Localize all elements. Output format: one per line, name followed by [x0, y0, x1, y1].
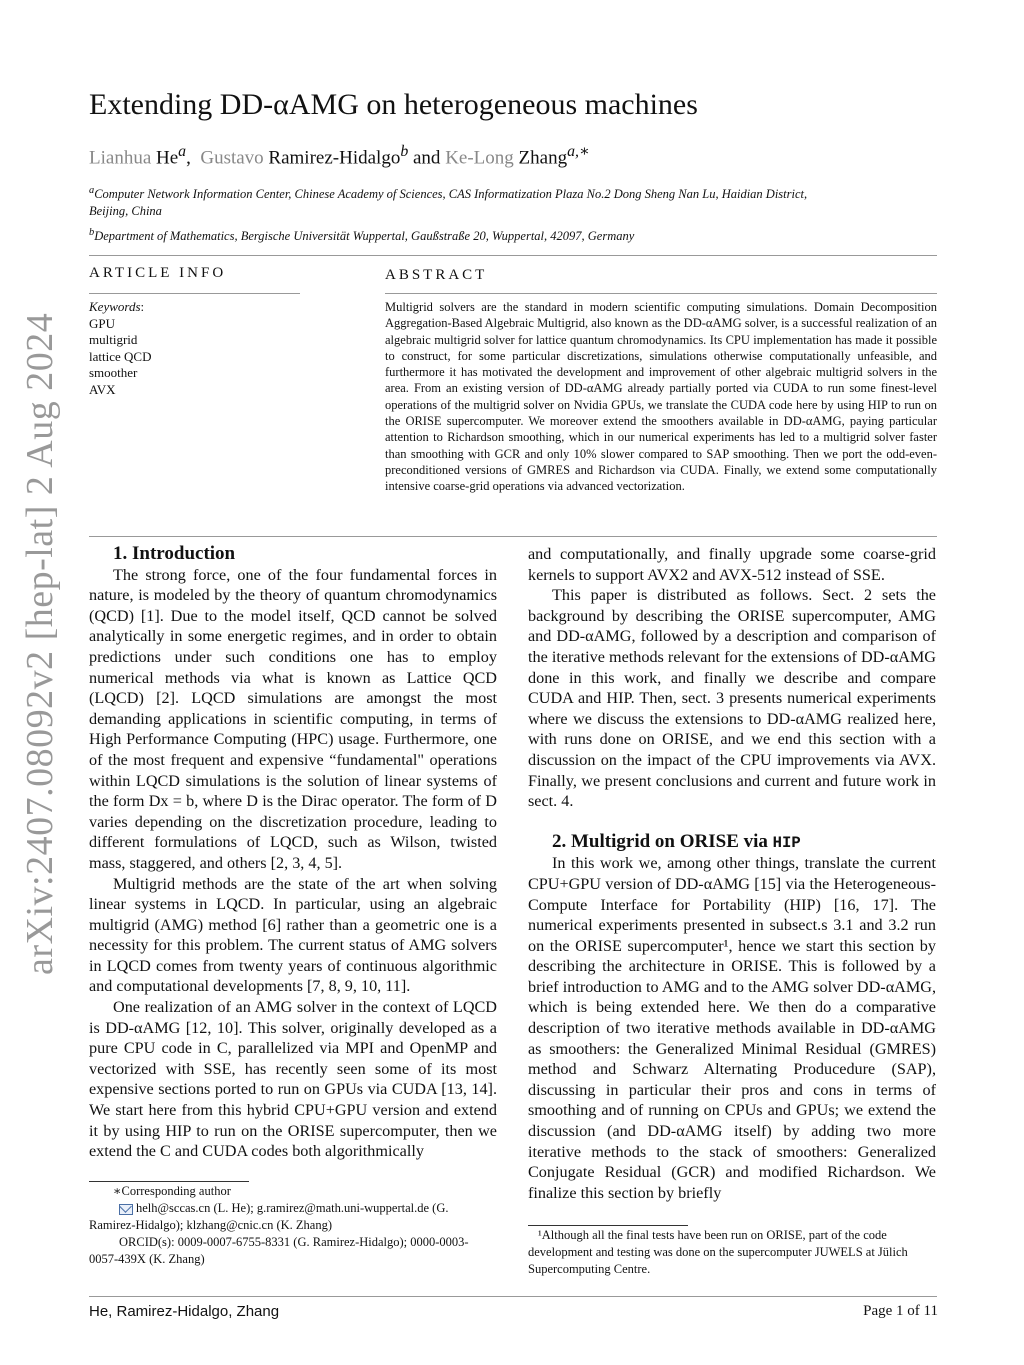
paragraph: The strong force, one of the four fundamental forces in nature, is modeled by the theory of quantum chromodynamics (QCD) [1]. Due to the model itself, QCD cannot be solved analytically in some energetic regimes, and in order to obtain predictions under such conditions one has to employ numerical methods via what is known as Lattice QCD (LQCD) [2]. LQCD simulations are amongst the most demanding applications in scientific computing, in terms of High Performance Computing (HPC) usage. Furthermore, one of the most frequent and expensive “fundamental" operations within LQCD simulations is the solution of linear systems of the form Dx = b, where D is the Dirac operator. The form of D varies depending on the discretization procedure, leading to different formulations of LQCD, such as Wilson, twisted mass, staggered, and others [2, 3, 4, 5]. [89, 565, 497, 872]
divider [385, 293, 937, 294]
affiliation: $^a$Computer Network Information Center, Chinese Academy of Sciences, CAS Informatization Plaza No.2 Dong Sheng Nan Lu, Haidian District, Beijing, China [89, 185, 808, 219]
author-affil-mark: a,∗ [567, 143, 590, 160]
envelope-icon [119, 1204, 133, 1215]
author-last-name: Zhang [518, 147, 568, 169]
author-last-name: Ramirez-Hidalgo [268, 147, 401, 169]
keyword: GPU [89, 315, 116, 331]
paragraph: This paper is distributed as follows. Sect. 2 sets the background by describing the ORISE supercomputer, AMG and DD-αAMG, followed by a description and comparison of the iterative methods relevant for the extensions of DD-αAMG done in this work, and finally we describe and compare CUDA and HIP. Then, sect. 3 presents numerical experiments where we discuss the extensions to DD-αAMG realized here, with runs done on ORISE, and we end this section with a discussion on the impact of the CPU improvements via AVX. Finally, we present conclusions and current and future work in sect. 4. [528, 586, 936, 811]
author-affil-mark: a [178, 143, 187, 160]
author-first-name: Gustavo [200, 147, 264, 169]
page-number: Page 1 of 11 [863, 1303, 938, 1319]
paragraph: In this work we, among other things, translate the current CPU+GPU version of DD-αAMG [15] via the Heterogeneous-Compute Interface for Portability (HIP) [16, 17]. The numerical experiments presented in subsect.s 3.1 and 3.2 run on the ORISE supercomputer¹, hence we start this section by describing the architecture in ORISE. This is followed by a brief introduction to AMG and to the AMG solver DD-αAMG, which is being extended here. We then do a comparative description of two iterative methods available in DD-αAMG as smoothers: the Generalized Minimal Residual (GMRES) method and Schwarz Alternating Producedure (SAP), discussing in particular their pros and cons in terms of smoothing and of running on CPUs and GPUs; we extend the discussion (and DD-αAMG itself) by adding two more iterative methods to the stack of smoothers: Generalized Conjugate Residual (GCR) and modified Richardson. We finalize this section by briefly [528, 854, 936, 1202]
divider [89, 293, 300, 294]
footnotes-left [89, 1183, 489, 1268]
section-heading: 2. Multigrid on ORISE via HIP [552, 830, 801, 852]
divider [89, 255, 937, 256]
email-list[interactable]: helh@sccas.cn (L. He); g.ramirez@math.uni-wuppertal.de (G. Ramirez-Hidalgo); klzhang@cnic.cn (K. Zhang) [89, 1201, 449, 1232]
keyword: smoother [89, 365, 138, 380]
paragraph: Multigrid methods are the state of the art when solving linear systems in LQCD. In particular, using an algebraic multigrid (AMG) method [6] rather than a geometric one is a necessity for this problem. The current status of AMG solvers in LQCD comes from twenty years of continuous algorithmic and computational developments [7, 8, 9, 10, 11]. [89, 874, 497, 996]
affiliation: $^b$Department of Mathematics, Bergische Universität Wuppertal, Gaußstraße 20, Wuppertal, 42097, Germany [89, 227, 635, 244]
footnote-rule [528, 1225, 688, 1226]
paragraph: and computationally, and finally upgrade some coarse-grid kernels to support AVX2 and AVX-512 instead of SSE. [528, 545, 936, 584]
orcid-list[interactable]: 0009-0007-6755-8331 (G. Ramirez-Hidalgo); 0000-0003-0057-439X (K. Zhang) [89, 1235, 469, 1266]
paragraph: One realization of an AMG solver in the context of LQCD is DD-αAMG [12, 10]. This solver, originally developed as a pure CPU code in C, parallelized via MPI and OpenMP and vectorized with SSE, has recently seen some of its most expensive sections ported to run on GPUs via CUDA [13, 14]. We start here from this hybrid CPU+GPU version and extend it by using HIP to run on the ORISE supercomputer, then we extend the C and CUDA codes both algorithmically [89, 998, 497, 1161]
arxiv-stamp: arXiv:2407.08092v2 [hep-lat] 2 Aug 2024 [19, 312, 61, 975]
corresponding-author-note: ∗Corresponding author [113, 1184, 231, 1198]
author-list: Lianhua He$^a$, Gustavo Ramirez-Hidalgo$^b$ and Ke-Long Zhang$^{a,∗}$ [89, 143, 590, 169]
keywords-label: Keywords [89, 299, 141, 314]
orcid-label: ORCID(s): [119, 1235, 175, 1249]
keywords-block: Keywords: GPU multigrid lattice QCD smoother AVX [89, 299, 152, 397]
author-first-name: Lianhua [89, 147, 152, 169]
orcid-footnote [89, 1234, 489, 1268]
section-heading: 1. Introduction [113, 543, 236, 564]
footnote-rule [89, 1181, 249, 1182]
footnote-right: ¹Although all the final tests have been run on ORISE, part of the code development and testing was done on the supercomputer JUWELS at Jülich Supercomputing Centre. [528, 1228, 908, 1276]
paper-title: Extending DD-αAMG on heterogeneous machines [89, 88, 698, 121]
author-affil-mark: b [400, 143, 409, 160]
abstract-heading: ABSTRACT [385, 267, 488, 283]
left-column [89, 544, 497, 1162]
keyword: AVX [89, 381, 116, 397]
footer-authors: He, Ramirez-Hidalgo, Zhang [89, 1303, 280, 1320]
authors-and: and [413, 147, 441, 169]
abstract-text: Multigrid solvers are the standard in modern scientific computing simulations. Domain Decomposition Aggregation-Based Algebraic Multigrid, also known as the DD-αAMG solver, is a successful realization of an algebraic multigrid solver for lattice quantum chromodynamics. Its CPU implementation has made it possible to construct, for some particular discretizations, simulations otherwise computationally unfeasible, and furthermore it has motivated the development and improvement of other algebraic multigrid solvers in the area. From an existing version of DD-αAMG already partially ported via CUDA to run some finest-level operations of the multigrid solver on Nvidia GPUs, we translate the CUDA code here by using HIP to run on the ORISE supercomputer. We moreover extend the smoothers available in DD-αAMG, paying particular attention to Richardson smoothing, which in our numerical experiments has led to a multigrid solver faster than smoothing with GCR and only 10% slower compared to SAP smoothing. Then we port the odd-even-preconditioned versions of GMRES and Richardson via CUDA. Finally, we extend some computationally intensive coarse-grid operations via advanced vectorization. [385, 300, 937, 494]
keyword: lattice QCD [89, 348, 152, 364]
affiliations [89, 182, 849, 249]
section-heading-code: HIP [772, 833, 801, 852]
divider [89, 1296, 937, 1297]
email-footnote [89, 1200, 489, 1234]
author-first-name: Ke-Long [445, 147, 514, 169]
article-info-heading: ARTICLE INFO [89, 265, 227, 281]
keyword: multigrid [89, 332, 138, 347]
author-last-name: He [156, 147, 179, 169]
right-column [528, 544, 936, 1203]
abstract-body [385, 299, 937, 495]
divider [89, 536, 937, 537]
